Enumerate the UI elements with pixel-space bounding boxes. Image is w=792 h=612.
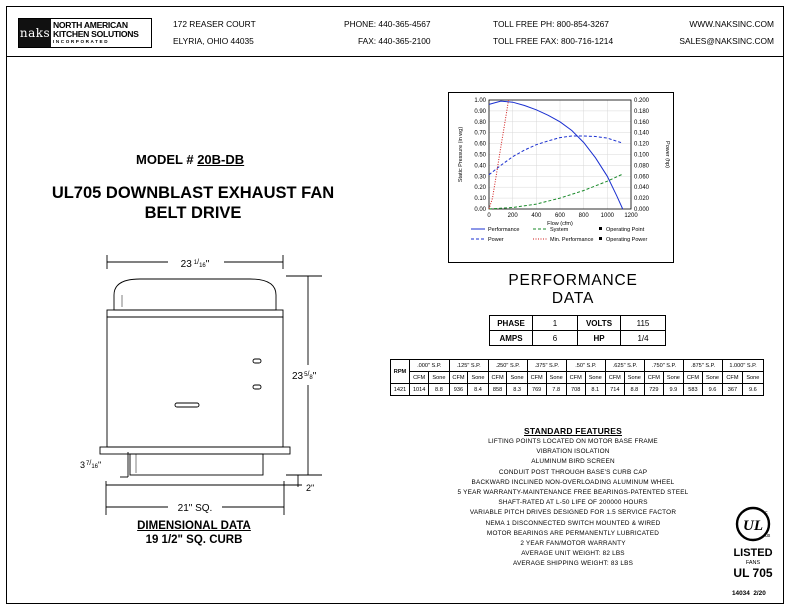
cfm-value: 367: [723, 384, 743, 396]
y-tick-label: 0.00: [474, 207, 486, 213]
feature-item: 2 YEAR FAN/MOTOR WARRANTY: [520, 540, 626, 548]
y2-tick-label: 0.160: [634, 119, 650, 126]
dimension-caption: [126, 519, 262, 547]
y-tick-label: 0.10: [474, 196, 486, 203]
cfm-subheader: CFM: [644, 372, 663, 384]
features-title: STANDARD FEATURES: [524, 426, 622, 436]
y2-tick-label: 0.100: [634, 152, 650, 159]
cfm-value: 583: [684, 384, 703, 396]
table-row: [391, 384, 764, 396]
product-title-line-1: UL705 DOWNBLAST EXHAUST FAN: [51, 184, 335, 202]
performance-title-line-2: DATA: [551, 290, 595, 307]
feature-item: MOTOR BEARINGS ARE PERMANENTLY LUBRICATED: [486, 529, 660, 537]
x-tick-label: 200: [507, 213, 518, 219]
model-line: [136, 152, 244, 167]
y2-tick-label: 0.000: [634, 207, 650, 213]
address-block: [173, 19, 256, 47]
sone-value: 8.8: [624, 384, 644, 396]
toll-free-block: [493, 19, 613, 47]
cfm-value: 936: [449, 384, 468, 396]
legend-marker: [599, 237, 602, 240]
hp-value: 1/4: [621, 331, 666, 346]
performance-title-line-1: PERFORMANCE: [508, 272, 638, 289]
cfm-subheader: CFM: [527, 372, 546, 384]
toll-free-phone: TOLL FREE PH: 800-854-3267: [493, 19, 609, 29]
legend-marker: [599, 227, 602, 230]
company-logo: [18, 18, 152, 48]
sp-column-header: .125" S.P.: [449, 360, 488, 372]
legend-label: Power: [488, 237, 504, 243]
logo-mark: naks: [19, 19, 51, 47]
cfm-subheader: CFM: [410, 372, 429, 384]
sone-subheader: Sone: [742, 372, 763, 384]
model-label: MODEL #: [136, 152, 194, 167]
dimension-caption-title: DIMENSIONAL DATA: [137, 520, 251, 532]
y2-tick-label: 0.040: [634, 185, 650, 192]
curb-width-dimension: 21" SQ.: [177, 503, 213, 514]
height-dimension: $23^5/_8$": [292, 371, 317, 382]
base-dimension: $3^7/_{16}$": [80, 460, 102, 470]
sp-column-header: .250" S.P.: [488, 360, 527, 372]
cfm-value: 769: [527, 384, 546, 396]
y-tick-label: 0.60: [474, 141, 486, 148]
document-code: 14034 2/20: [732, 590, 766, 597]
sone-subheader: Sone: [702, 372, 722, 384]
amps-label: AMPS: [490, 331, 533, 346]
y2-tick-label: 0.140: [634, 130, 650, 137]
sone-subheader: Sone: [585, 372, 605, 384]
feature-item: VIBRATION ISOLATION: [536, 448, 610, 456]
address-line-2: ELYRIA, OHIO 44035: [173, 36, 254, 46]
volts-label: VOLTS: [578, 316, 621, 331]
x-tick-label: 600: [554, 213, 566, 219]
website-link[interactable]: WWW.NAKSINC.COM: [689, 19, 774, 29]
rpm-value: 1421: [391, 384, 410, 396]
series-line-performance: [489, 101, 623, 209]
sone-subheader: Sone: [546, 372, 566, 384]
cfm-subheader: CFM: [449, 372, 468, 384]
web-block: [679, 19, 774, 47]
legend-label: Operating Point: [606, 227, 645, 233]
sp-column-header: .000" S.P.: [410, 360, 450, 372]
x-tick-label: 0: [487, 213, 491, 219]
y-tick-label: 0.40: [474, 163, 486, 170]
sp-column-header: .50" S.P.: [566, 360, 605, 372]
y-tick-label: 0.50: [474, 152, 486, 159]
x-tick-label: 1200: [624, 213, 638, 219]
sone-value: 8.3: [507, 384, 527, 396]
x-axis-label: Flow (cfm): [547, 221, 573, 227]
sone-subheader: Sone: [429, 372, 449, 384]
y2-tick-label: 0.020: [634, 196, 650, 203]
y2-axis-label: Power (hp): [664, 141, 670, 168]
sp-column-header: .750" S.P.: [644, 360, 683, 372]
product-title: [20, 183, 366, 223]
feature-item: AVERAGE UNIT WEIGHT: 82 LBS: [521, 550, 625, 558]
x-tick-label: 400: [531, 213, 542, 219]
svg-text:us: us: [765, 533, 771, 539]
sone-value: 8.4: [468, 384, 488, 396]
cfm-value: 729: [644, 384, 663, 396]
cfm-value: 714: [605, 384, 624, 396]
y-tick-label: 0.80: [474, 119, 486, 126]
y-tick-label: 1.00: [474, 98, 486, 104]
feature-item: 5 YEAR WARRANTY-MAINTENANCE FREE BEARINGS-PATENTED STEEL: [457, 489, 689, 497]
sone-value: 9.9: [663, 384, 683, 396]
ul-listed: LISTED: [733, 547, 773, 559]
ul-category: FANS: [745, 560, 761, 566]
performance-title: [492, 272, 654, 308]
logo-line-2: KITCHEN SOLUTIONS: [53, 29, 139, 39]
standard-features: [440, 426, 706, 570]
amps-value: 6: [533, 331, 578, 346]
x-tick-label: 800: [578, 213, 589, 219]
y2-tick-label: 0.180: [634, 108, 650, 115]
y-tick-label: 0.30: [474, 174, 486, 181]
legend-label: System: [550, 227, 569, 233]
cfm-value: 858: [488, 384, 507, 396]
sone-value: 8.8: [429, 384, 449, 396]
performance-chart-frame: [448, 92, 674, 263]
feature-item: ALUMINUM BIRD SCREEN: [531, 458, 615, 466]
x-tick-label: 1000: [600, 213, 615, 219]
sone-subheader: Sone: [507, 372, 527, 384]
ul-certification: [728, 506, 778, 580]
phone-number: PHONE: 440-365-4567: [344, 19, 431, 29]
electrical-table: [489, 315, 666, 346]
header-divider: [6, 56, 784, 57]
cfm-value: 708: [566, 384, 585, 396]
phone-block: [344, 19, 431, 47]
feature-item: AVERAGE SHIPPING WEIGHT: 83 LBS: [512, 560, 634, 568]
y2-tick-label: 0.080: [634, 163, 650, 170]
svg-text:c: c: [765, 510, 768, 516]
toll-free-fax: TOLL FREE FAX: 800-716-1214: [493, 36, 614, 46]
feature-item: LIFTING POINTS LOCATED ON MOTOR BASE FRAME: [488, 438, 658, 445]
feature-item: VARIABLE PITCH DRIVES DESIGNED FOR 1.5 SERVICE FACTOR: [469, 509, 677, 517]
top-width-dimension: 23 $^1/_{16}$": [180, 259, 210, 270]
svg-text:UL: UL: [743, 518, 763, 534]
cfm-subheader: CFM: [488, 372, 507, 384]
feature-item: BACKWARD INCLINED NON-OVERLOADING ALUMINUM WHEEL: [471, 478, 675, 486]
sone-subheader: Sone: [468, 372, 488, 384]
y2-tick-label: 0.120: [634, 141, 650, 148]
performance-chart: [449, 93, 673, 262]
sp-column-header: .625" S.P.: [605, 360, 644, 372]
curb-height-dimension: 2": [306, 483, 315, 493]
phase-value: 1: [533, 316, 578, 331]
y2-tick-label: 0.060: [634, 174, 650, 181]
sone-subheader: Sone: [663, 372, 683, 384]
ul-standard: UL 705: [733, 566, 773, 580]
sone-value: 9.6: [702, 384, 722, 396]
phase-label: PHASE: [490, 316, 533, 331]
sp-column-header: .375" S.P.: [527, 360, 566, 372]
dimension-caption-subtitle: 19 1/2" SQ. CURB: [145, 534, 243, 546]
address-line-1: 172 REASER COURT: [173, 19, 256, 29]
legend-label: Operating Power: [606, 237, 648, 243]
y2-tick-label: 0.200: [634, 98, 650, 104]
feature-item: NEMA 1 DISCONNECTED SWITCH MOUNTED & WIRED: [485, 519, 661, 527]
cfm-subheader: CFM: [684, 372, 703, 384]
rpm-header: RPM: [391, 360, 410, 384]
hp-label: HP: [578, 331, 621, 346]
legend-label: Min. Performance: [550, 237, 594, 243]
y-tick-label: 0.70: [474, 130, 486, 137]
logo-line-1: NORTH AMERICAN: [53, 20, 128, 30]
series-line-system: [489, 174, 623, 209]
fax-number: FAX: 440-365-2100: [357, 36, 431, 46]
sone-value: 8.1: [585, 384, 605, 396]
volts-value: 115: [621, 316, 666, 331]
y-axis-label: Static Pressure (in wg): [458, 126, 464, 183]
sone-value: 9.6: [742, 384, 763, 396]
cfm-subheader: CFM: [605, 372, 624, 384]
cfm-subheader: CFM: [566, 372, 585, 384]
logo-line-3: INCORPORATED: [53, 39, 110, 44]
product-title-line-2: BELT DRIVE: [144, 204, 242, 222]
sp-column-header: 1.000" S.P.: [723, 360, 764, 372]
legend-label: Performance: [488, 227, 520, 233]
cfm-subheader: CFM: [723, 372, 743, 384]
model-number: 20B-DB: [197, 152, 245, 167]
y-tick-label: 0.90: [474, 108, 486, 115]
dimension-drawing: [60, 255, 360, 515]
ul-logo-icon: [735, 506, 771, 542]
static-pressure-table: [390, 359, 764, 396]
y-tick-label: 0.20: [474, 185, 486, 192]
feature-item: SHAFT-RATED AT L-50 LIFE OF 200000 HOURS: [498, 499, 648, 507]
email-link[interactable]: SALES@NAKSINC.COM: [679, 36, 774, 46]
sp-column-header: .875" S.P.: [684, 360, 723, 372]
feature-item: CONDUIT POST THROUGH BASE'S CURB CAP: [498, 468, 648, 476]
cfm-value: 1014: [410, 384, 429, 396]
sone-subheader: Sone: [624, 372, 644, 384]
sone-value: 7.8: [546, 384, 566, 396]
